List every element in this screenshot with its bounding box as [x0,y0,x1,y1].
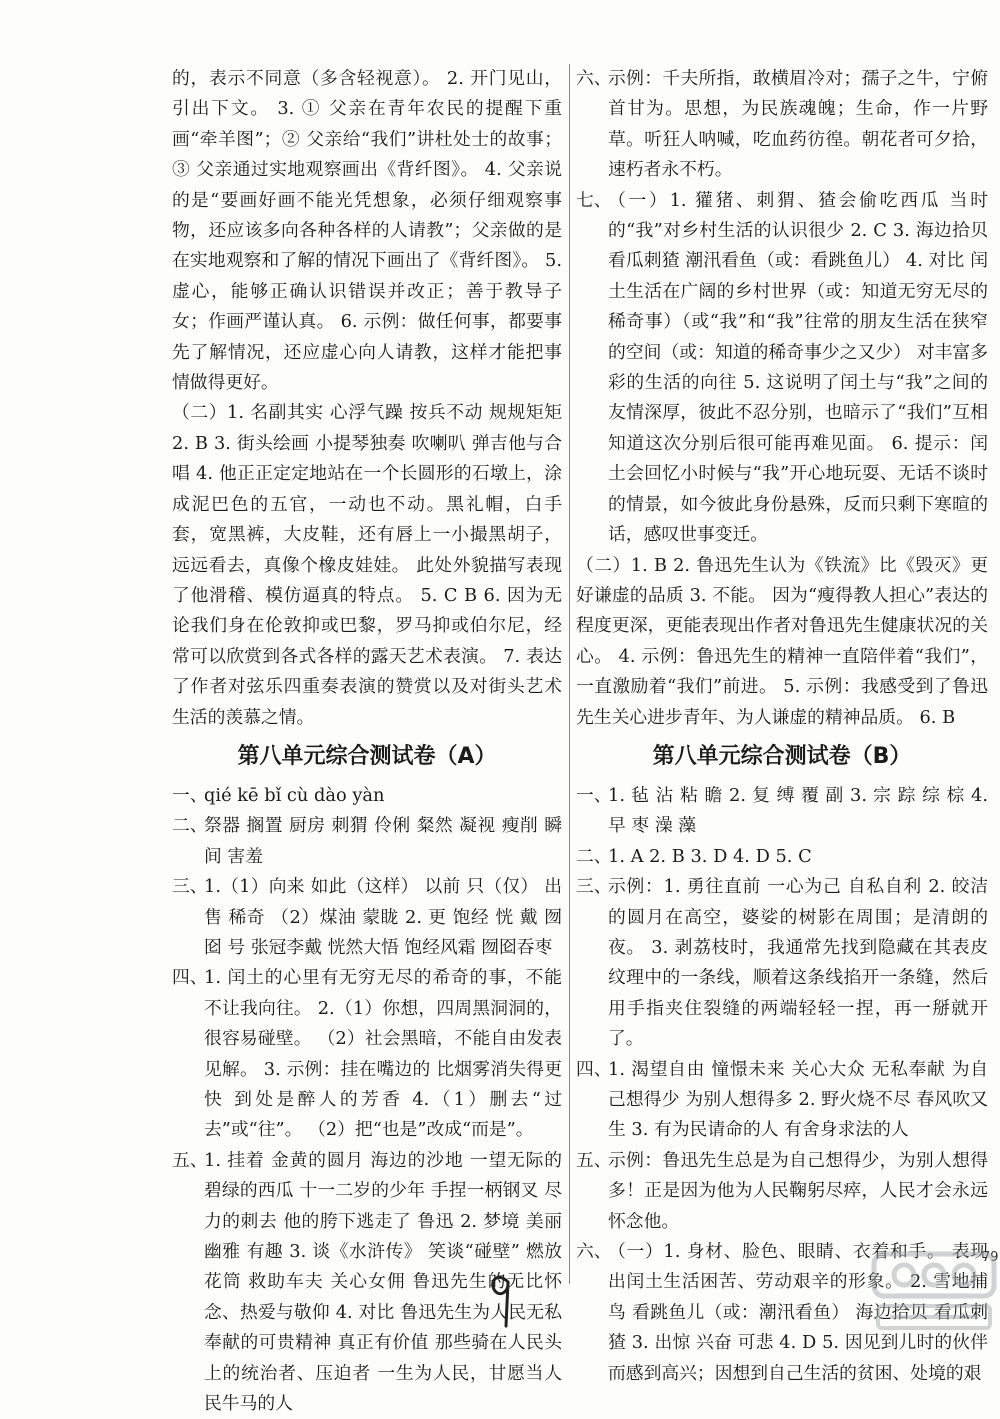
answer-item [576,872,988,1054]
item-text: 1. 毡 沾 粘 瞻 2. 复 缚 覆 副 3. 宗 踪 综 棕 4. 早 枣 澡 藻 [608,784,988,837]
item-text: 示例：1. 勇往直前 一心为己 自私自利 2. 皎洁的圆月在高空，婆娑的树影在周围；是清朗的夜。 3. 剥荔枝时，我通常先找到隐藏在其表皮纹理中的一条线，顺着这条线掐开一条缝，然后用手指夹住裂缝的两端轻轻一捏，再一掰就开了。 [608,876,988,1050]
item-text: 1.（1）向来 如此（这样） 以前 只（仅） 出售 稀奇 （2）煤油 蒙眬 2. 更 饱经 恍 戴 囫囵 号 张冠李戴 恍然大悟 饱经风霜 囫囵吞枣 [204,876,562,958]
handwritten-nine-mark [482,1262,522,1330]
answer-paragraph: （二）1. 名副其实 心浮气躁 按兵不动 规规矩矩 2. B 3. 街头绘画 小提琴独奏 吹喇叭 弹吉他与合唱 4. 他正正定定地站在一个长圆形的石墩上，涂成泥巴色的五官，一动也不动。黑礼帽，白手套，宽黑裤，大皮鞋，还有唇上一小撮黑胡子，远远看去，真像个橡皮娃娃。 此处外貌描写表现了他滑稽、模仿逼真的特点。 5. C B 6. 因为无论我们身在伦敦抑或巴黎，罗马抑或伯尔尼，经常可以欣赏到各式各样的露天艺术表演。 7. 表达了作者对弦乐四重奏表演的赞赏以及对街头艺术生活的羡慕之情。 [172,402,562,728]
item-text: 1. 闰土的心里有无穷无尽的希奇的事，不能不让我向往。 2.（1）你想，四周黑洞洞的，很容易碰壁。 （2）社会黑暗，不能自由发表见解。 3. 示例：挂在嘴边的 比烟雾消失得更快 到处是醉人的芳香 4.（1）删去“过去”或“往”。 （2）把“也是”改成“而是”。 [204,967,562,1141]
right-column [576,64,988,1389]
item-number: 一、 [172,784,208,806]
watermark-logo [868,1248,998,1336]
item-text: （一）1. 身材、脸色、眼睛、衣着和手。 表现出闰土生活困苦、劳动艰辛的形象。 2. 雪地捕鸟 看跳鱼儿（或：潮汛看鱼） 海边拾贝 看瓜刺猹 3. 出惊 兴奋 可悲 4. D 5. 因见到儿时的伙伴而感到高兴；因想到自己生活的贫困、处境的艰 [608,1241,988,1384]
answer-paragraph: 的，表示不同意（多含轻视意）。 2. 开门见山，引出下文。 3. ① 父亲在青年农民的提醒下重画“牵羊图”；② 父亲给“我们”讲杜处士的故事；③ 父亲通过实地观察画出《背纤图》。 4. 父亲说的是“要画好画不能光凭想象，必须仔细观察事物，还应该多向各种各样的人请教”；父亲做的是在实地观察和了解的情况下画出了《背纤图》。 5. 虚心，能够正确认识错误并改正；善于教导子女；作画严谨认真。 6. 示例：做任何事，都要事先了解情况，还应虚心向人请教，这样才能把事情做得更好。 [172,68,562,394]
answer-item [172,811,562,872]
item-number: 四、 [172,967,208,989]
item-text: qié kē bǐ cù dào yàn [204,784,385,806]
item-text: 祭器 搁置 厨房 刺猬 伶俐 粲然 凝视 瘦削 瞬间 害羞 [204,815,562,867]
item-text: 1. 挂着 金黄的圆月 海边的沙地 一望无际的碧绿的西瓜 十一二岁的少年 手捏一柄钢叉 尽力的刺去 他的胯下逃走了 鲁迅 2. 梦境 美丽 幽雅 有趣 3. 谈《水浒传》 笑谈“碰壁” 燃放花筒 救助车夫 关心女佣 鲁迅先生的无比怀念、热爱与敬仰 4. 对比 鲁迅先生为人民无私奉献的可贵精神 真正有价值 那些骑在人民头上的统治者、压迫者 一生为人民，甘愿当人民牛马的人 [204,1149,562,1415]
column-divider [569,64,570,1284]
item-text: （一）1. 獾猪、刺猬、猹会偷吃西瓜 当时的“我”对乡村生活的认识很少 2. C 3. 海边拾贝 看瓜刺猹 潮汛看鱼（或：看跳鱼儿） 4. 对比 闰土生活在广阔的乡村世界（或：知道无穷无尽的稀奇事）（或“我”和“我”往常的朋友生活在狭窄的空间（或：知道的稀奇事少之又少） 对丰富多彩的生活的向往 5. 这说明了闰土与“我”之间的友情深厚，彼此不忍分别，也暗示了“我们”互相知道这次分别后很可能再难见面。 6. 提示：闰土会回忆小时候与“我”开心地玩耍、无话不谈时的情景，如今彼此身份悬殊，反而只剩下寒暄的话，感叹世事变迁。 [608,189,988,546]
item-number: 七、 [576,189,612,211]
answer-item [576,1055,988,1146]
item-text: 示例：千夫所指，敢横眉冷对；孺子之牛，宁俯首甘为。思想，为民族魂魄；生命，作一片野草。听狂人呐喊，吃血药彷徨。朝花者可夕拾，速朽者永不朽。 [608,68,988,181]
answer-paragraph: （二）1. B 2. 鲁迅先生认为《铁流》比《毁灭》更好谦虚的品质 3. 不能。 因为“瘦得教人担心”表达的程度更深，更能表现出作者对鲁迅先生健康状况的关心。 4. 示例：鲁迅先生的精神一直陪伴着“我们”，一直激励着“我们”前进。 5. 示例：我感受到了鲁迅先生关心进步青年、为人谦虚的精神品质。 6. B [576,554,988,728]
item-number: 六、 [576,68,612,89]
left-column [172,64,562,1419]
item-number: 五、 [172,1149,208,1171]
answer-item [172,963,562,1145]
answer-item [172,781,562,811]
item-number: 二、 [576,845,612,867]
item-number: 六、 [576,1241,612,1263]
section-heading-b: 第八单元综合测试卷（B） [652,743,912,769]
answer-item [576,1146,988,1237]
section-heading-a: 第八单元综合测试卷（A） [237,743,497,769]
item-number: 三、 [576,876,612,898]
item-number: 五、 [576,1149,612,1171]
item-text: 示例：鲁迅先生总是为自己想得少，为别人想得多！正是因为他为人民鞠躬尽瘁，人民才会永远怀念他。 [608,1149,988,1232]
item-number: 一、 [576,784,612,806]
answer-item [576,186,988,551]
item-text: 1. 渴望自由 憧憬未来 关心大众 无私奉献 为自己想得少 为别人想得多 2. 野火烧不尽 春风吹又生 3. 有为民请命的人 有舍身求法的人 [608,1058,988,1141]
answer-item [576,781,988,842]
answer-item [172,872,562,963]
item-number: 四、 [576,1058,612,1080]
item-number: 二、 [172,815,208,837]
item-number: 三、 [172,876,208,898]
item-text: 1. A 2. B 3. D 4. D 5. C [608,845,812,867]
answer-item [576,64,988,186]
answer-item [576,842,988,872]
page-number: 79 [982,1250,999,1265]
